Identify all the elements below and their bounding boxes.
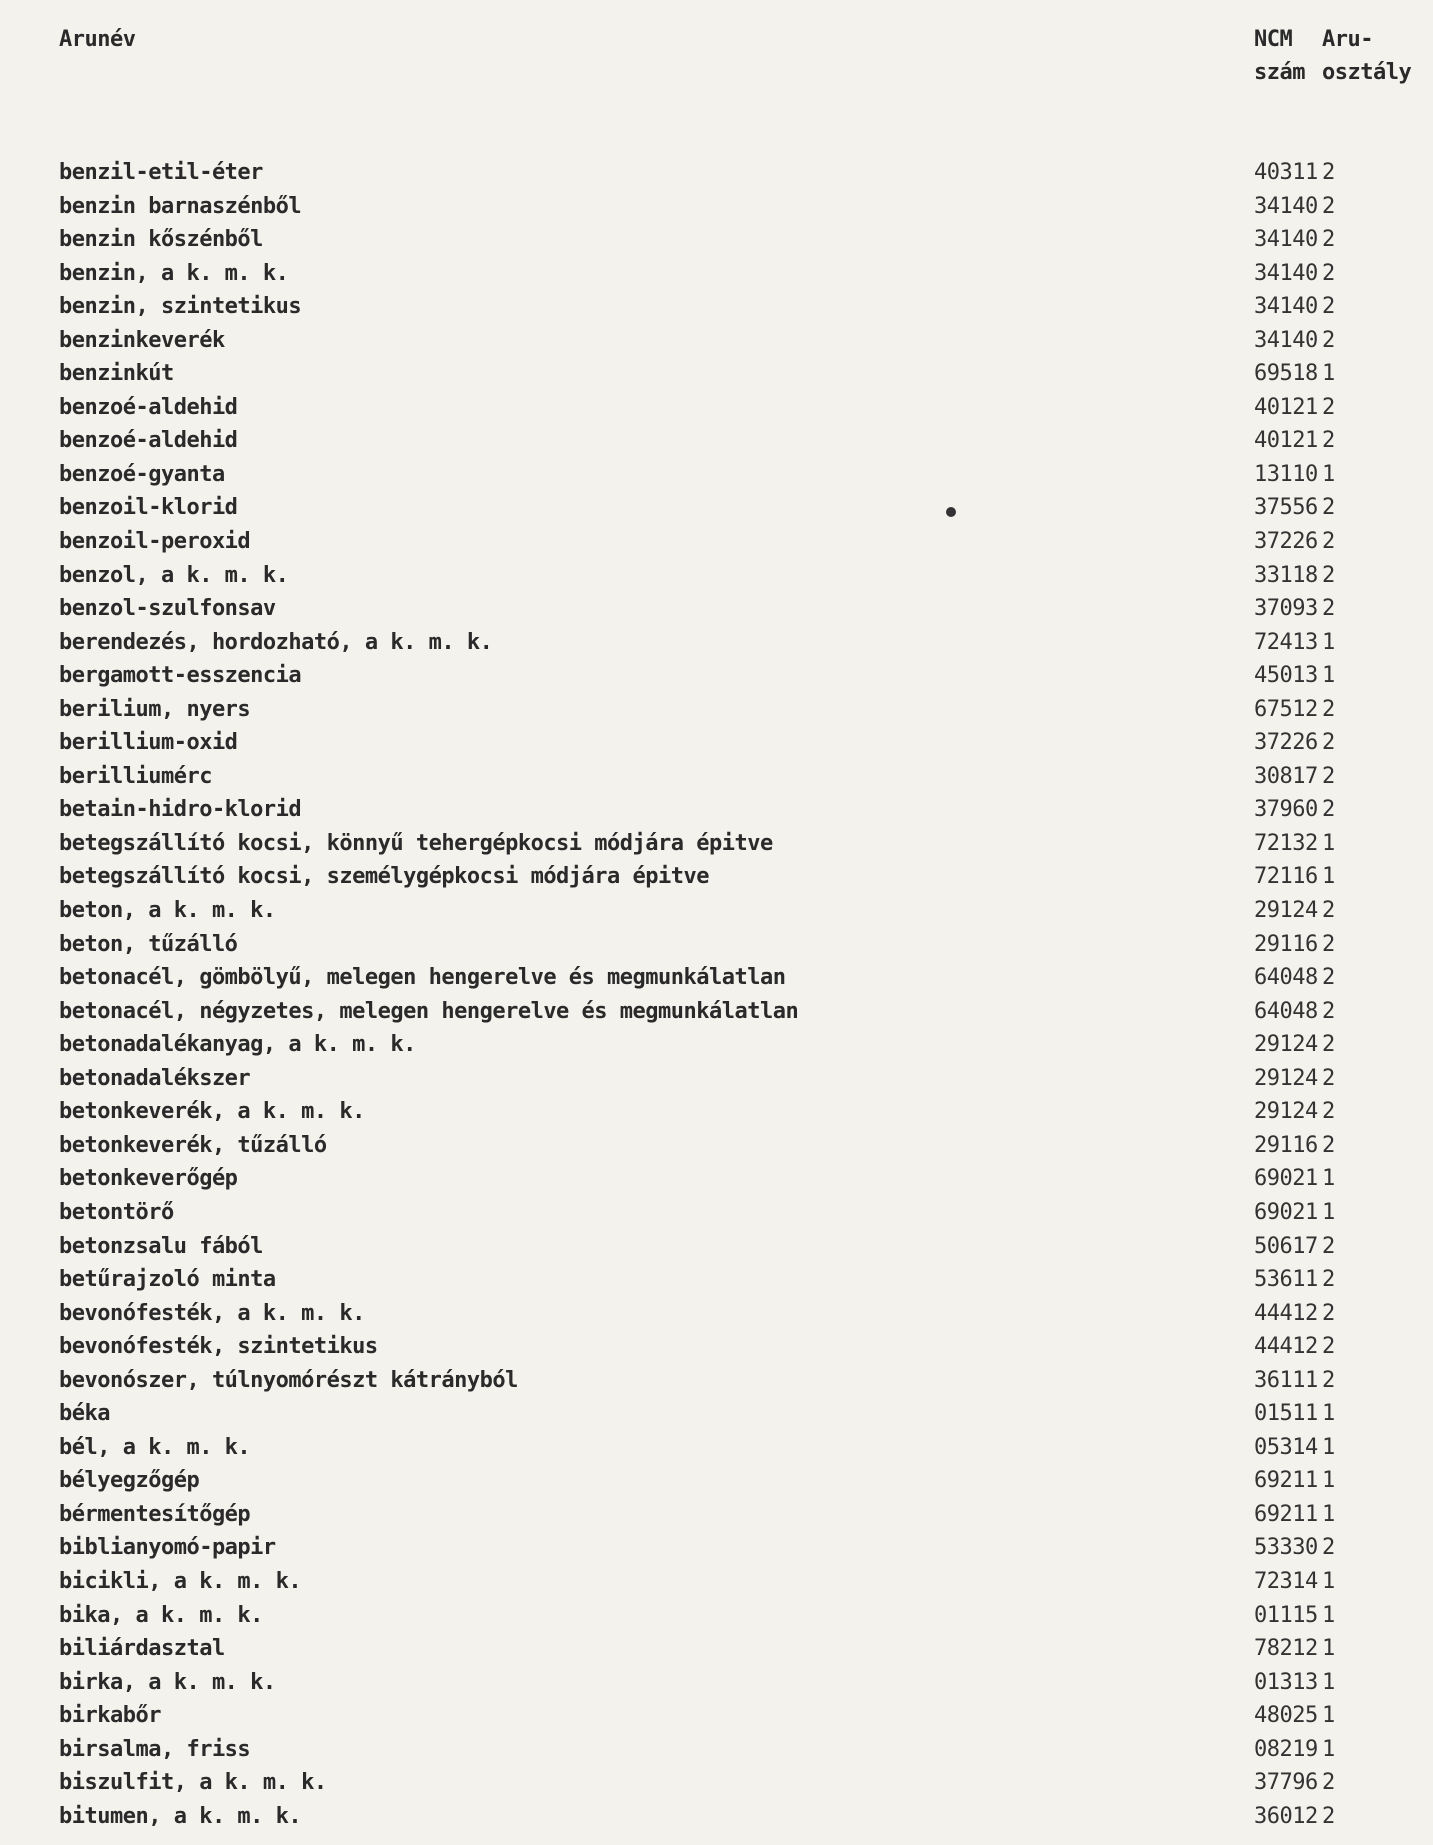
table-row [59, 391, 1389, 425]
commodity-class: 2 [1322, 495, 1335, 521]
commodity-class: 2 [1322, 931, 1335, 957]
commodity-name: betain-hidro-klorid [59, 797, 302, 823]
commodity-class: 2 [1322, 327, 1335, 353]
commodity-class: 1 [1322, 1199, 1335, 1225]
commodity-name: benzoil-peroxid [59, 529, 251, 555]
commodity-class: 2 [1322, 193, 1335, 219]
commodity-class: 1 [1322, 830, 1335, 856]
commodity-class: 2 [1322, 1535, 1335, 1561]
table-row [59, 1733, 1389, 1767]
commodity-name: berilium, nyers [59, 696, 251, 722]
commodity-class: 1 [1322, 1501, 1335, 1527]
table-row [59, 793, 1389, 827]
ncm-number: 64048 [1254, 998, 1318, 1024]
commodity-name: béka [59, 1401, 110, 1427]
table-row [59, 190, 1389, 224]
commodity-class: 2 [1322, 1300, 1335, 1326]
commodity-class: 2 [1322, 763, 1335, 789]
commodity-name: bélyegzőgép [59, 1468, 200, 1494]
commodity-name: bicikli, a k. m. k. [59, 1568, 302, 1594]
commodity-class: 2 [1322, 1132, 1335, 1158]
ncm-number: 29124 [1254, 1099, 1318, 1125]
commodity-class: 2 [1322, 1233, 1335, 1259]
table-row [59, 1263, 1389, 1297]
ncm-number: 48025 [1254, 1703, 1318, 1729]
table-row [59, 324, 1389, 358]
ncm-number: 13110 [1254, 461, 1318, 487]
table-row [59, 726, 1389, 760]
ncm-number: 37796 [1254, 1770, 1318, 1796]
commodity-name: benzin, szintetikus [59, 294, 302, 320]
commodity-class: 1 [1322, 1602, 1335, 1628]
table-row [59, 659, 1389, 693]
commodity-class: 1 [1322, 864, 1335, 890]
table-row [59, 1531, 1389, 1565]
commodity-class: 2 [1322, 529, 1335, 555]
table-row [59, 1397, 1389, 1431]
table-row [59, 1162, 1389, 1196]
table-row [59, 760, 1389, 794]
commodity-class: 2 [1322, 562, 1335, 588]
ncm-number: 40121 [1254, 394, 1318, 420]
table-row [59, 1498, 1389, 1532]
table-row [59, 1297, 1389, 1331]
table-row [59, 827, 1389, 861]
table-row [59, 860, 1389, 894]
commodity-name: birka, a k. m. k. [59, 1669, 276, 1695]
commodity-class: 2 [1322, 898, 1335, 924]
ncm-number: 29124 [1254, 1065, 1318, 1091]
table-row [59, 928, 1389, 962]
ncm-number: 36012 [1254, 1803, 1318, 1829]
ncm-number: 40121 [1254, 428, 1318, 454]
column-header-class [1322, 23, 1411, 89]
commodity-class: 1 [1322, 1568, 1335, 1594]
table-row [59, 961, 1389, 995]
commodity-class: 1 [1322, 1166, 1335, 1192]
ncm-number: 01511 [1254, 1401, 1318, 1427]
commodity-class: 1 [1322, 1401, 1335, 1427]
commodity-name: betonacél, négyzetes, melegen hengerelve és megmunkálatlan [59, 998, 799, 1024]
commodity-name: benzinkút [59, 361, 174, 387]
commodity-name: bevonófesték, szintetikus [59, 1334, 378, 1360]
ncm-number: 69211 [1254, 1501, 1318, 1527]
commodity-name: benzinkeverék [59, 327, 225, 353]
commodity-name: bika, a k. m. k. [59, 1602, 263, 1628]
commodity-name: birkabőr [59, 1703, 161, 1729]
table-row [59, 223, 1389, 257]
commodity-class: 2 [1322, 730, 1335, 756]
commodity-name: betonkeverék, tűzálló [59, 1132, 327, 1158]
commodity-class: 1 [1322, 361, 1335, 387]
commodity-list [59, 156, 1389, 1833]
commodity-name: biszulfit, a k. m. k. [59, 1770, 327, 1796]
table-row [59, 995, 1389, 1029]
commodity-class: 1 [1322, 663, 1335, 689]
ncm-number: 05314 [1254, 1434, 1318, 1460]
commodity-class: 2 [1322, 1334, 1335, 1360]
ncm-number: 29116 [1254, 931, 1318, 957]
commodity-name: bergamott-esszencia [59, 663, 302, 689]
ncm-number: 69021 [1254, 1199, 1318, 1225]
table-row [59, 559, 1389, 593]
commodity-name: bérmentesítőgép [59, 1501, 251, 1527]
commodity-class: 2 [1322, 998, 1335, 1024]
commodity-name: betonzsalu fából [59, 1233, 263, 1259]
commodity-name: benzol, a k. m. k. [59, 562, 289, 588]
commodity-class: 2 [1322, 696, 1335, 722]
commodity-class: 2 [1322, 160, 1335, 185]
ncm-number: 50617 [1254, 1233, 1318, 1259]
column-header-class-line2: osztály [1322, 60, 1412, 85]
table-row [59, 1230, 1389, 1264]
commodity-name: benzin barnaszénből [59, 193, 302, 219]
commodity-class: 2 [1322, 1065, 1335, 1091]
commodity-class: 1 [1322, 1703, 1335, 1729]
table-row [59, 1028, 1389, 1062]
commodity-class: 1 [1322, 461, 1335, 487]
commodity-class: 2 [1322, 1267, 1335, 1293]
commodity-class: 2 [1322, 1099, 1335, 1125]
commodity-name: bevonószer, túlnyomórészt kátrányból [59, 1367, 518, 1393]
commodity-name: betonkeverék, a k. m. k. [59, 1099, 365, 1125]
ncm-number: 37093 [1254, 596, 1318, 622]
commodity-class: 2 [1322, 1032, 1335, 1058]
commodity-name: betegszállító kocsi, személygépkocsi módjára épitve [59, 864, 710, 890]
ncm-number: 29124 [1254, 1032, 1318, 1058]
commodity-class: 2 [1322, 1803, 1335, 1829]
table-row [59, 1129, 1389, 1163]
table-row [59, 1666, 1389, 1700]
ncm-number: 34140 [1254, 294, 1318, 320]
commodity-class: 1 [1322, 1468, 1335, 1494]
commodity-name: benzoil-klorid [59, 495, 238, 521]
ncm-number: 67512 [1254, 696, 1318, 722]
commodity-class: 1 [1322, 629, 1335, 655]
table-row [59, 525, 1389, 559]
commodity-name: betonadalékanyag, a k. m. k. [59, 1032, 416, 1058]
table-row [59, 424, 1389, 458]
commodity-name: benzol-szulfonsav [59, 596, 276, 622]
table-row [59, 626, 1389, 660]
ncm-number: 72314 [1254, 1568, 1318, 1594]
ncm-number: 34140 [1254, 227, 1318, 253]
column-header-name [59, 23, 135, 56]
ncm-number: 34140 [1254, 193, 1318, 219]
table-row [59, 290, 1389, 324]
commodity-name: bevonófesték, a k. m. k. [59, 1300, 365, 1326]
column-header-ncm-line1: NCM [1254, 27, 1293, 52]
ncm-number: 69518 [1254, 361, 1318, 387]
ncm-number: 72413 [1254, 629, 1318, 655]
ncm-number: 29124 [1254, 898, 1318, 924]
commodity-class: 1 [1322, 1669, 1335, 1695]
commodity-name: birsalma, friss [59, 1736, 251, 1762]
ncm-number: 44412 [1254, 1300, 1318, 1326]
commodity-name: benzoé-aldehid [59, 394, 238, 420]
commodity-name: benzil-etil-éter [59, 160, 263, 185]
commodity-name: benzoé-aldehid [59, 428, 238, 454]
table-row [59, 1095, 1389, 1129]
table-row [59, 1599, 1389, 1633]
commodity-name: beton, a k. m. k. [59, 898, 276, 924]
commodity-class: 2 [1322, 394, 1335, 420]
table-row [59, 458, 1389, 492]
commodity-class: 2 [1322, 428, 1335, 454]
ncm-number: 53611 [1254, 1267, 1318, 1293]
table-row [59, 894, 1389, 928]
commodity-name: biblianyomó-papir [59, 1535, 276, 1561]
table-row [59, 1464, 1389, 1498]
commodity-class: 2 [1322, 227, 1335, 253]
ncm-number: 37226 [1254, 529, 1318, 555]
table-row [59, 257, 1389, 291]
table-row [59, 693, 1389, 727]
table-row [59, 1196, 1389, 1230]
commodity-class: 1 [1322, 1434, 1335, 1460]
commodity-class: 2 [1322, 1367, 1335, 1393]
table-row [59, 1699, 1389, 1733]
ncm-number: 45013 [1254, 663, 1318, 689]
commodity-name: betonadalékszer [59, 1065, 251, 1091]
commodity-class: 2 [1322, 1770, 1335, 1796]
ink-speck [946, 507, 956, 517]
ncm-number: 34140 [1254, 327, 1318, 353]
commodity-name: berendezés, hordozható, a k. m. k. [59, 629, 493, 655]
ncm-number: 08219 [1254, 1736, 1318, 1762]
ncm-number: 29116 [1254, 1132, 1318, 1158]
ncm-number: 72132 [1254, 830, 1318, 856]
table-row [59, 1431, 1389, 1465]
commodity-class: 2 [1322, 596, 1335, 622]
commodity-name: betonkeverőgép [59, 1166, 238, 1192]
table-row [59, 156, 1389, 190]
commodity-name: bitumen, a k. m. k. [59, 1803, 302, 1829]
ncm-number: 69021 [1254, 1166, 1318, 1192]
table-row [59, 491, 1389, 525]
column-header-ncm-line2: szám [1254, 60, 1305, 85]
ncm-number: 72116 [1254, 864, 1318, 890]
ncm-number: 53330 [1254, 1535, 1318, 1561]
ncm-number: 37226 [1254, 730, 1318, 756]
column-header-class-line1: Aru- [1322, 27, 1373, 52]
table-row [59, 1062, 1389, 1096]
commodity-class: 2 [1322, 965, 1335, 991]
ncm-number: 64048 [1254, 965, 1318, 991]
ncm-number: 34140 [1254, 260, 1318, 286]
commodity-name: benzin, a k. m. k. [59, 260, 289, 286]
ncm-number: 78212 [1254, 1636, 1318, 1662]
commodity-name: berillium-oxid [59, 730, 238, 756]
table-row [59, 592, 1389, 626]
commodity-name: betonacél, gömbölyű, melegen hengerelve és megmunkálatlan [59, 965, 786, 991]
ncm-number: 69211 [1254, 1468, 1318, 1494]
table-row [59, 1800, 1389, 1834]
commodity-name: betűrajzoló minta [59, 1267, 276, 1293]
commodity-name: benzin kőszénből [59, 227, 263, 253]
ncm-number: 40311 [1254, 160, 1318, 185]
table-row [59, 1364, 1389, 1398]
commodity-class: 2 [1322, 797, 1335, 823]
commodity-name: biliárdasztal [59, 1636, 225, 1662]
ncm-number: 44412 [1254, 1334, 1318, 1360]
table-row [59, 1766, 1389, 1800]
commodity-class: 2 [1322, 294, 1335, 320]
ncm-number: 33118 [1254, 562, 1318, 588]
ncm-number: 01313 [1254, 1669, 1318, 1695]
table-row [59, 1330, 1389, 1364]
commodity-name: beton, tűzálló [59, 931, 238, 957]
table-row [59, 357, 1389, 391]
commodity-name: betontörő [59, 1199, 174, 1225]
commodity-class: 1 [1322, 1736, 1335, 1762]
commodity-name: berilliumérc [59, 763, 212, 789]
commodity-name: bél, a k. m. k. [59, 1434, 251, 1460]
commodity-name: benzoé-gyanta [59, 461, 225, 487]
ncm-number: 36111 [1254, 1367, 1318, 1393]
ncm-number: 37960 [1254, 797, 1318, 823]
commodity-class: 1 [1322, 1636, 1335, 1662]
commodity-name: betegszállító kocsi, könnyű tehergépkocsi módjára épitve [59, 830, 773, 856]
column-header-ncm [1254, 23, 1305, 89]
ncm-number: 30817 [1254, 763, 1318, 789]
ncm-number: 37556 [1254, 495, 1318, 521]
column-header-name-label: Arunév [59, 27, 136, 52]
commodity-class: 2 [1322, 260, 1335, 286]
ncm-number: 01115 [1254, 1602, 1318, 1628]
table-row [59, 1565, 1389, 1599]
table-row [59, 1632, 1389, 1666]
